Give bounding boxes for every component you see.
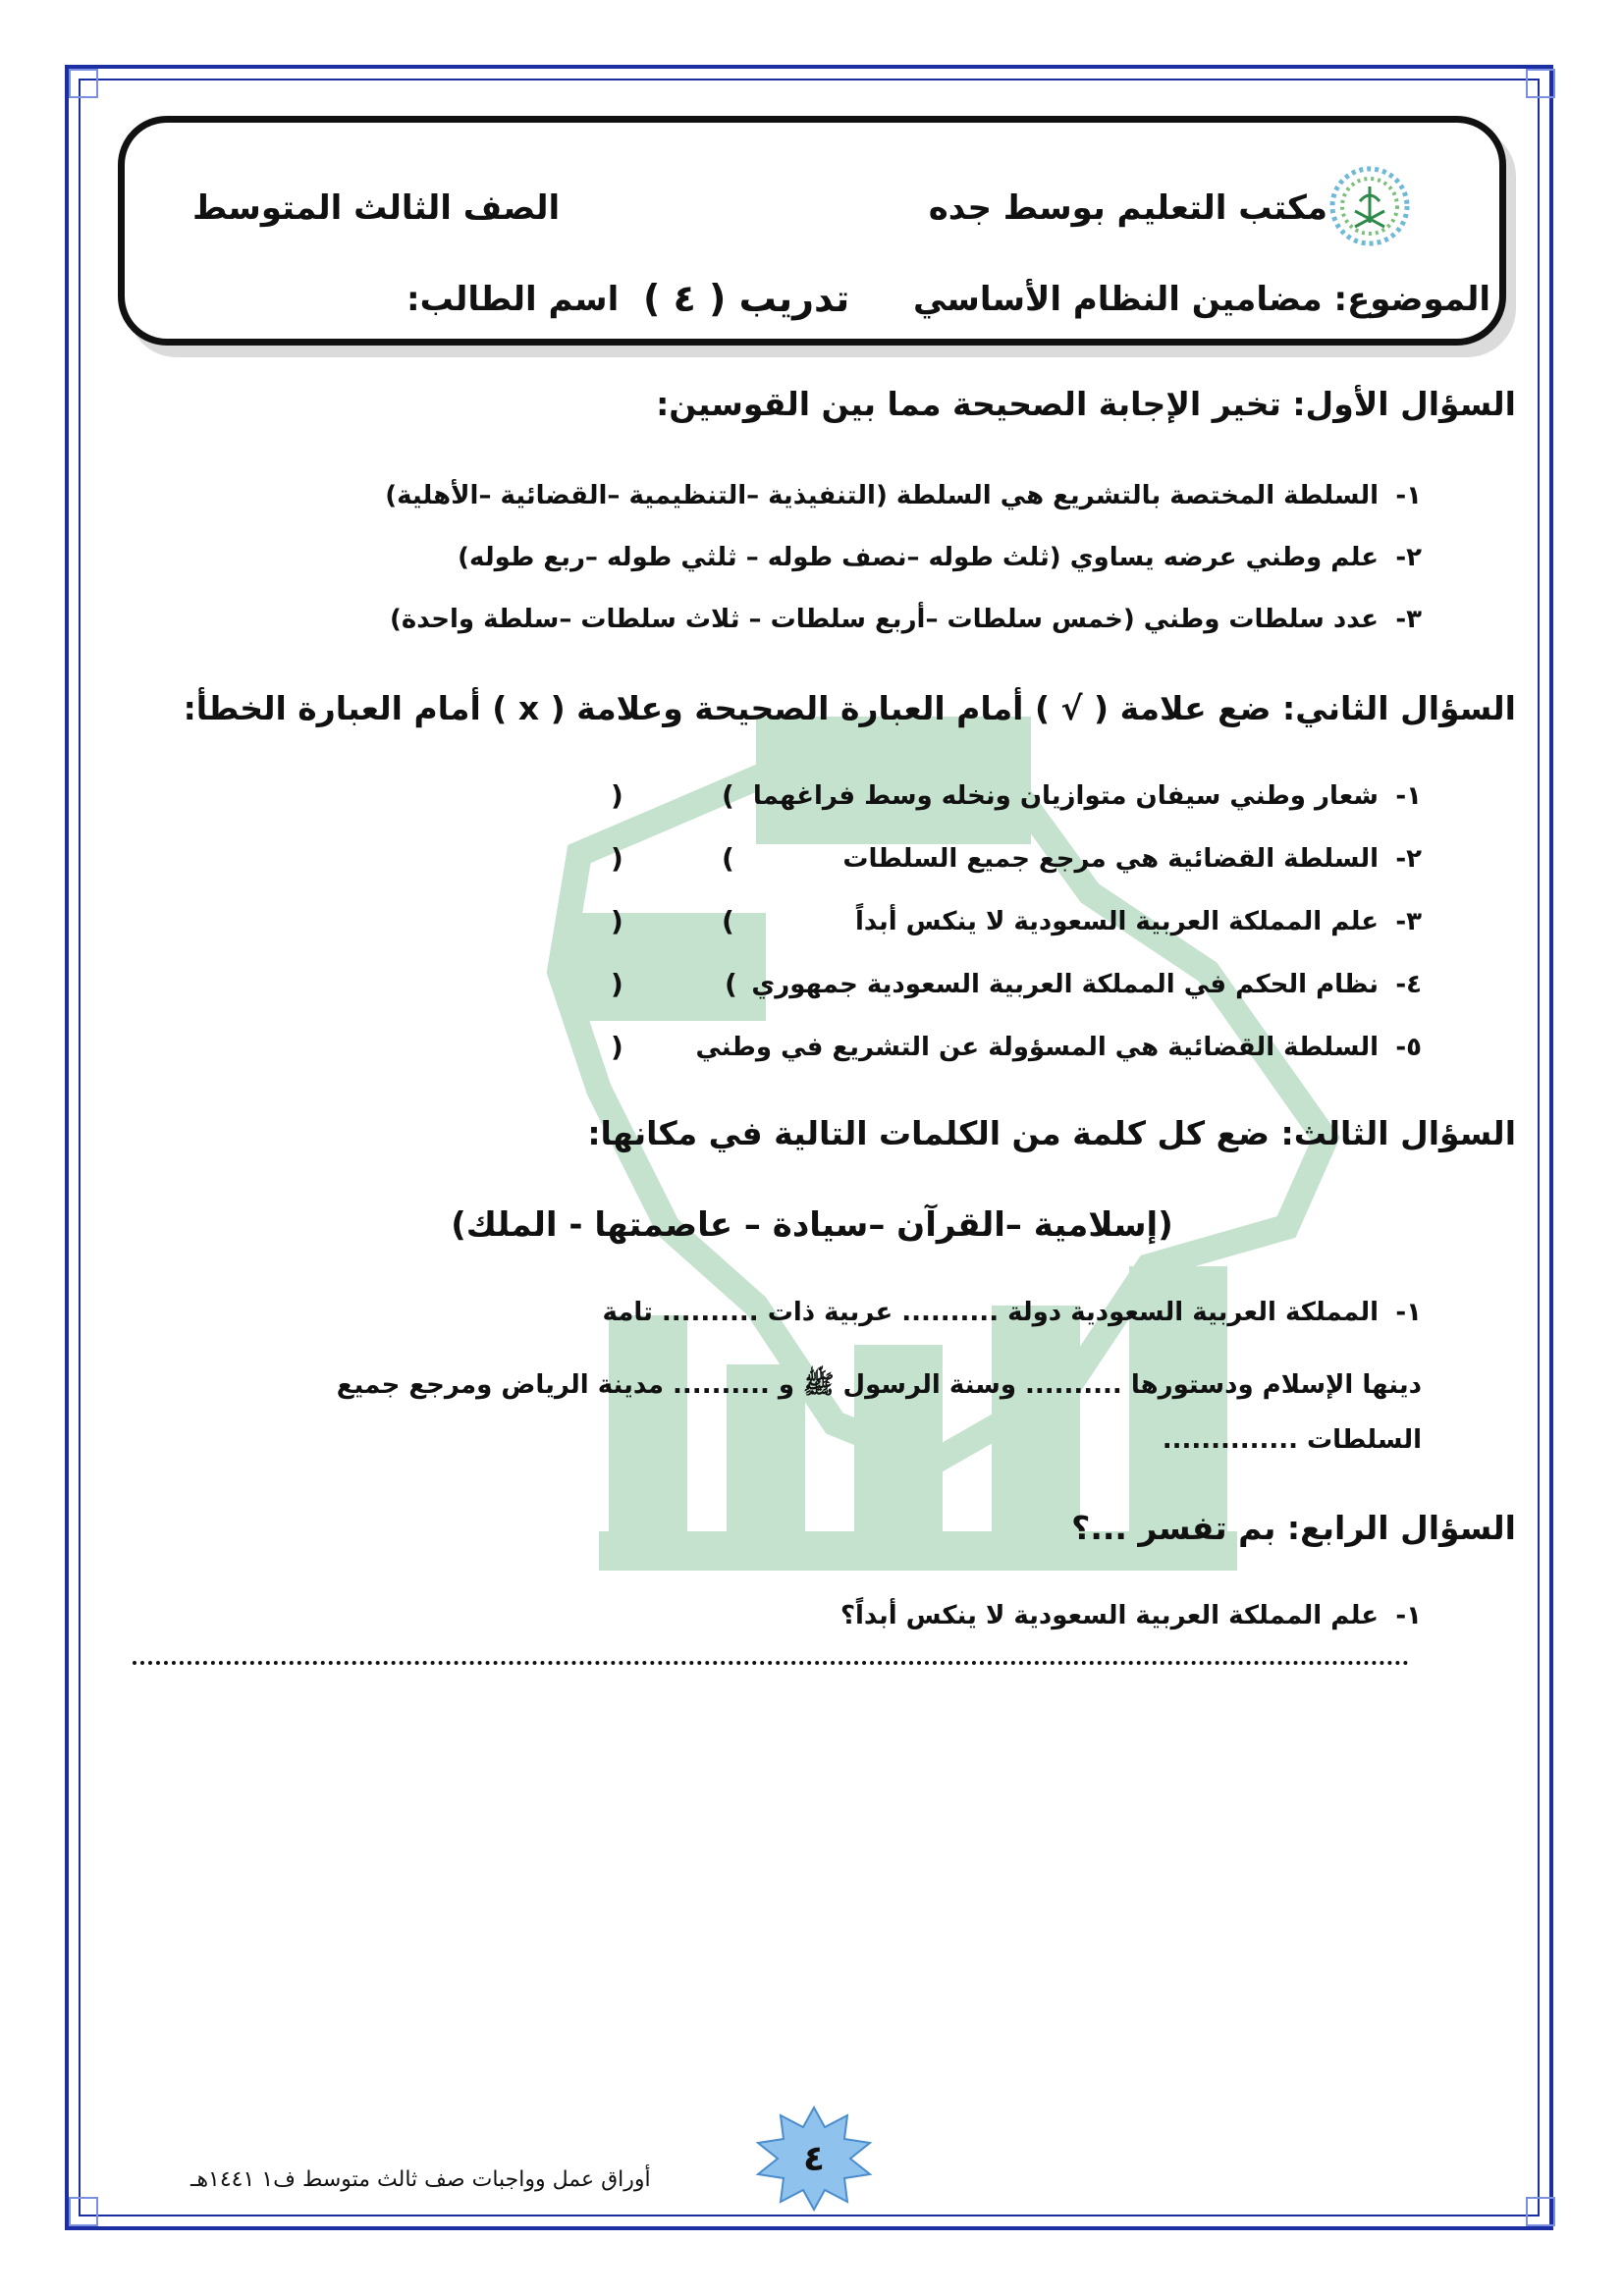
item-number: ٢-: [1395, 543, 1422, 572]
training-number: تدريب ( ٤ ): [643, 277, 850, 320]
answer-paren-close: ): [611, 968, 623, 1000]
item-number: ٥-: [1395, 1033, 1422, 1062]
q3-line-1: المملكة العربية السعودية دولة .......... عربية ذات .......... تامة: [602, 1298, 1379, 1327]
item-number: ٤-: [1395, 970, 1422, 999]
q2-item-3: علم المملكة العربية السعودية لا ينكس أبداً: [855, 907, 1379, 936]
corner-ornament: [1526, 69, 1555, 98]
question-1-title: السؤال الأول: تخير الإجابة الصحيحة مما بين القوسين:: [656, 385, 1516, 423]
question-4-title: السؤال الرابع: بم تفسر ...؟: [1071, 1509, 1516, 1547]
answer-paren-close: ): [611, 779, 623, 812]
ministry-logo-icon: [1326, 162, 1414, 250]
q3-line-2: دينها الإسلام ودستورها .......... وسنة الرسول ﷺ و .......... مدينة الرياض ومرجع جميع: [336, 1370, 1422, 1400]
item-number: ١-: [1395, 1298, 1422, 1327]
answer-paren-close: ): [611, 905, 623, 937]
q2-item-4: نظام الحكم في المملكة العربية السعودية جمهوري: [751, 970, 1379, 999]
item-number: ١-: [1395, 781, 1422, 811]
q2-item-1: شعار وطني سيفان متوازيان ونخله وسط فراغهما: [752, 781, 1379, 811]
item-number: ١-: [1395, 481, 1422, 510]
question-3-title: السؤال الثالث: ضع كل كلمة من الكلمات التالية في مكانها:: [587, 1114, 1516, 1152]
q2-item-2: السلطة القضائية هي مرجع جميع السلطات: [842, 844, 1379, 874]
item-number: ٣-: [1395, 907, 1422, 936]
q3-line-3: السلطات ..............: [1162, 1425, 1422, 1455]
answer-paren-close: ): [611, 842, 623, 875]
corner-ornament: [69, 69, 98, 98]
education-office: مكتب التعليم بوسط جده: [928, 188, 1327, 228]
answer-paren-close: ): [611, 1031, 623, 1063]
q1-item-1: السلطة المختصة بالتشريع هي السلطة (التنفيذية –التنظيمية –القضائية –الأهلية): [385, 481, 1379, 510]
q4-item-1: علم المملكة العربية السعودية لا ينكس أبداً؟: [839, 1601, 1379, 1630]
footer-text: أوراق عمل وواجبات صف ثالث متوسط ف١ ١٤٤١هـ: [190, 2167, 651, 2192]
grade-level: الصف الثالث المتوسط: [192, 188, 561, 228]
answer-paren-open: (: [725, 968, 737, 1000]
q2-item-5: السلطة القضائية هي المسؤولة عن التشريع في وطني: [695, 1033, 1379, 1062]
word-bank: (إسلامية –القرآن –سيادة – عاصمتها - الملك): [451, 1205, 1173, 1245]
answer-paren-open: (: [722, 905, 734, 937]
item-number: ٣-: [1395, 605, 1422, 634]
subject-title: الموضوع: مضامين النظام الأساسي: [913, 280, 1490, 319]
item-number: ١-: [1395, 1601, 1422, 1630]
item-number: ٢-: [1395, 844, 1422, 874]
q1-item-3: عدد سلطات وطني (خمس سلطات –أربع سلطات – ثلاث سلطات –سلطة واحدة): [389, 605, 1379, 634]
q1-item-2: علم وطني عرضه يساوي (ثلث طوله –نصف طوله – ثلثي طوله –ربع طوله): [458, 543, 1379, 572]
corner-ornament: [1526, 2197, 1555, 2226]
answer-dotted-line: [133, 1661, 1409, 1665]
page-number-badge: [754, 2106, 874, 2212]
page-number: ٤: [803, 2139, 825, 2179]
corner-ornament: [69, 2197, 98, 2226]
question-2-title: السؤال الثاني: ضع علامة ( √ ) أمام العبارة الصحيحة وعلامة ( x ) أمام العبارة الخطأ:: [183, 689, 1516, 727]
student-name-label: اسم الطالب:: [406, 280, 620, 319]
answer-paren-open: (: [722, 779, 734, 812]
answer-paren-open: (: [722, 842, 734, 875]
